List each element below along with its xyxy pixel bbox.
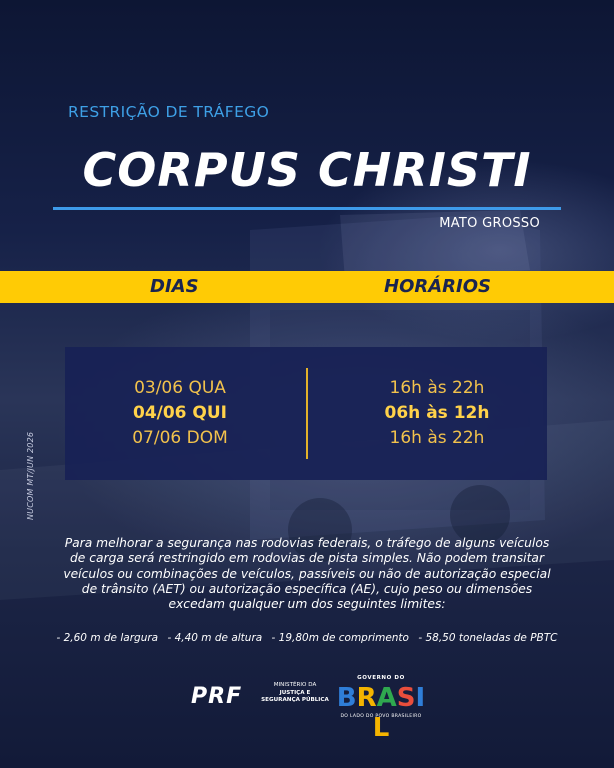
state-label: MATO GROSSO (439, 216, 540, 231)
days-column (65, 376, 295, 451)
days-header: DIAS (150, 276, 199, 297)
gov-logo-top: GOVERNO DO (357, 675, 405, 681)
ministry-logo (260, 682, 330, 705)
schedule-hours: 16h às 22h (389, 428, 485, 448)
restriction-kicker: RESTRIÇÃO DE TRÁFEGO (68, 103, 270, 121)
schedule-day: 03/06 QUA (134, 378, 226, 398)
gov-wordmark-letter: L (372, 713, 390, 743)
limit-weight: - 58,50 toneladas de PBTC (418, 632, 558, 644)
gov-wordmark-letter: S (396, 683, 416, 713)
gov-wordmark-letter: B (336, 683, 357, 713)
gov-wordmark-letter: A (376, 683, 397, 713)
ministry-line: SEGURANÇA PÚBLICA (261, 697, 329, 703)
schedule-divider (306, 368, 308, 459)
credit-note: NUCOM MT/JUN 2026 (26, 431, 35, 520)
schedule-hours: 16h às 22h (389, 378, 485, 398)
schedule-hours-highlight: 06h às 12h (384, 403, 490, 423)
schedule-header-band (0, 271, 614, 303)
limit-width: - 2,60 m de largura (56, 632, 159, 644)
prf-logo: PRF (191, 684, 243, 709)
gov-wordmark-letter: I (415, 683, 426, 713)
hours-column (322, 376, 552, 451)
limits-list (0, 632, 614, 644)
schedule-day-highlight: 04/06 QUI (132, 403, 228, 423)
government-logo (336, 675, 426, 743)
title-divider (53, 207, 561, 210)
ministry-line: JUSTIÇA E (279, 689, 311, 696)
page-title: CORPUS CHRISTI (82, 143, 532, 197)
limit-height: - 4,40 m de altura (167, 632, 263, 644)
hours-header: HORÁRIOS (384, 276, 491, 297)
restriction-description: Para melhorar a segurança nas rodovias federais, o tráfego de alguns veículos de carga será restringido em rodovias de pista simples. Não podem transitar veículos ou combinações de veículos, passíveis ou não de autorização especial de trânsito (AET) ou autorização específica (AE), cujo peso ou dimensões excedam qualquer um dos seguintes limites: (63, 536, 551, 612)
schedule-card (65, 347, 547, 480)
gov-wordmark-letter: R (356, 683, 377, 713)
gov-logo-tagline: DO LADO DO POVO BRASILEIRO (340, 714, 422, 719)
limit-length: - 19,80m de comprimento (271, 632, 409, 644)
schedule-day: 07/06 DOM (132, 428, 228, 448)
ministry-line: MINISTÉRIO DA (273, 682, 317, 688)
